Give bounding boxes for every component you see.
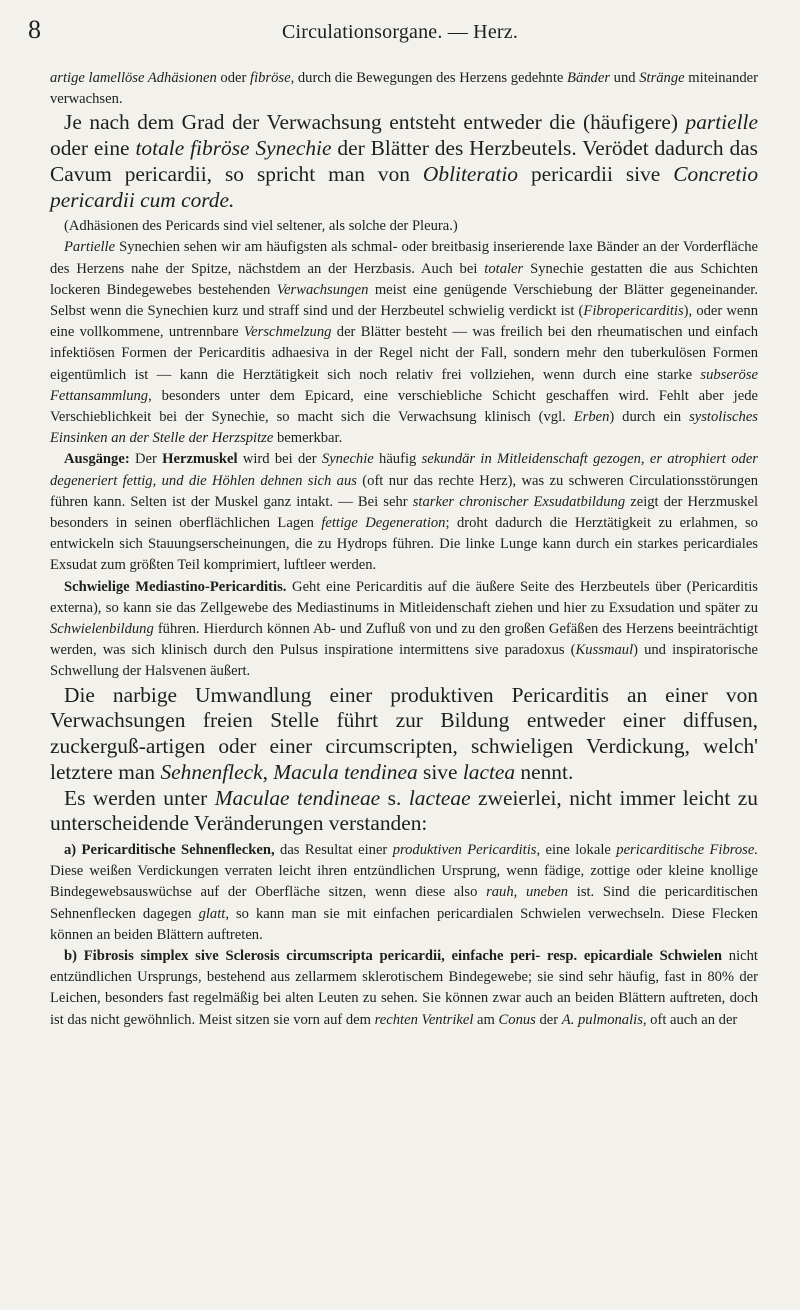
text-run: pericardii sive [518, 161, 674, 186]
text-run: ) durch ein [609, 409, 690, 426]
text-run: , durch die Bewegungen des Herzens gedehnte [290, 70, 568, 86]
text-run: , besonders unter dem Epicard, eine verschiebliche Schicht geschaffen wird. Fehlt aber jede Verschieblichkeit bei der Synechie, so macht sich die Verwachsung klinisch (vgl. [50, 387, 758, 426]
bold-heading: Ausgänge: [64, 451, 130, 468]
text-run: häufig [373, 451, 422, 468]
text-run: nicht entzündlichen Ursprungs, bestehend aus zellarmem sklerotischem Bindegewebe; sie sind sehr häufig, fast in 80% der Leichen, besonders fast regelmäßig bei alten Leuten zu sehen. Sie können zwar auch an beiden Blättern auftreten, doch ist das nicht gewöhnlich. Meist sitzen sie vorn auf dem [50, 947, 758, 1028]
text-run: bemerkbar. [273, 430, 343, 447]
text-run: (Adhäsionen des Pericards sind viel seltener, als solche der Pleura.) [64, 218, 458, 235]
paragraph [50, 110, 758, 213]
text-run: zweierlei, nicht immer leicht zu unterscheidende Veränderungen verstanden: [50, 785, 758, 836]
bold-heading: b) Fibrosis simplex sive Sclerosis circumscripta pericardii, einfache peri- resp. epicardiale Schwielen [64, 947, 723, 964]
text-run: der Blätter besteht — was freilich bei den rheumatischen und einfach infektiösen Formen der Pericarditis adhaesiva in der Regel nicht der Fall, sondern mehr den tuberkulösen Formen eigentümlich ist — kann die Herztätigkeit sich noch relativ frei vollziehen, wenn durch eine starke [50, 324, 758, 383]
paragraph [50, 237, 758, 449]
text-run: miteinander verwachsen. [50, 70, 759, 108]
italic-text: pericarditische Fibrose. [616, 841, 758, 858]
italic-text: Sehnenfleck [160, 759, 263, 784]
italic-text: Stränge [639, 70, 685, 86]
text-run: Synechie gestatten die aus Schichten lockeren Bindegewebes bestehenden [50, 260, 758, 298]
text-run: wird bei der [237, 451, 322, 468]
italic-text: lactea [462, 759, 516, 784]
italic-text: A. pulmonalis [561, 1011, 643, 1028]
page-number: 8 [28, 15, 41, 44]
italic-text: rauh, uneben [486, 884, 569, 901]
running-header: Circulationsorgane. — Herz. [281, 21, 519, 43]
bold-heading: Herzmuskel [162, 451, 238, 468]
italic-text: totaler [484, 260, 524, 277]
text-run: Der [129, 451, 163, 468]
italic-text: systolisches Einsinken an der Stelle der Herzspitze [50, 409, 758, 447]
italic-text: fettige Degeneration [321, 515, 446, 532]
paragraph [50, 840, 758, 946]
text-run: meist eine genügende Verschiebung der Blätter gegeneinander. Selbst wenn die Synechien kurz und straff sind und der Herzbeutel schwielig verdickt ist ( [50, 281, 758, 320]
italic-text: Bänder [567, 70, 611, 86]
text-run: Synechien sehen wir am häufigsten als schmal- oder breitbasig inserierende laxe Bänder an der Vorderfläche des Herzens nahe der Spitze, nächstdem an der Herzbasis. Auch bei [50, 239, 758, 277]
italic-text: Verschmelzung [243, 324, 332, 341]
italic-text: Kussmaul [575, 642, 634, 659]
text-run: ), oder wenn eine vollkommene, untrennbare [50, 303, 758, 341]
italic-text: produktiven Pericarditis [392, 841, 537, 858]
text-run: Je nach dem Grad der Verwachsung entsteht entweder die (häufigere) [64, 110, 686, 135]
italic-text: totale fibröse Synechie [135, 136, 332, 161]
text-run: ; droht dadurch die Herztätigkeit zu erlahmen, so entwickeln sich Stauungserscheinungen, die zu Hydrops führen. Die linke Lunge kann durch ein starkes pericardiales Exsudat zum größten Teil komprimiert, luftleer werden. [50, 515, 758, 574]
text-run: sive [417, 759, 463, 784]
text-run: am [473, 1011, 499, 1028]
paragraph [50, 683, 758, 786]
italic-text: Conus [498, 1011, 536, 1028]
text-run: ist. Sind die pericarditischen Sehnenflecken dagegen [50, 884, 758, 922]
italic-text: Maculae tendineae [214, 785, 381, 810]
italic-text: Verwachsungen [276, 281, 369, 298]
italic-text: rechten Ventrikel [374, 1011, 474, 1028]
text-run: ) und inspiratorische Schwellung der Halsvenen äußert. [50, 642, 758, 680]
text-run: zeigt der Herzmuskel besonders in seinen oberflächlichen Lagen [50, 493, 758, 532]
text-run: der [535, 1011, 562, 1028]
italic-text: Obliteratio [422, 161, 518, 186]
text-run: oder [216, 70, 251, 86]
italic-text: Erben [573, 409, 610, 426]
text-run: (oft nur das rechte Herz), was zu schweren Circulationsstörungen führen kann. Selten ist der Muskel ganz intakt. — Bei sehr [50, 472, 758, 510]
page-body [50, 68, 758, 1031]
text-run: der Blätter des Herzbeutels. Verödet dadurch das Cavum pericardii, so spricht man von [50, 136, 758, 186]
text-run: oder eine [50, 136, 136, 161]
italic-text: sekundär in Mitleidenschaft gezogen, er atrophiert oder degeneriert fettig, und die Höhlen dehnen sich aus [50, 451, 758, 489]
paragraph [50, 216, 758, 237]
paragraph [50, 946, 758, 1031]
italic-text: Macula tendinea [273, 759, 418, 784]
text-run: Es werden unter [64, 785, 215, 810]
paragraph [50, 786, 758, 837]
text-run: , oft auch an der [642, 1011, 738, 1028]
italic-text: Synechie [321, 451, 374, 468]
paragraph [50, 68, 758, 110]
italic-text: subseröse Fettansammlung [50, 366, 758, 404]
text-run: das Resultat einer [274, 841, 393, 858]
text-run: s. [380, 785, 409, 810]
paragraph [50, 577, 758, 683]
text-run: Geht eine Pericarditis auf die äußere Seite des Herzbeutels über (Pericarditis externa), so kann sie das Zellgewebe des Mediastinums in Mitleidenschaft ziehen und hier zu Exsudation und später zu [50, 578, 758, 616]
text-run: nennt. [515, 759, 574, 784]
text-run: führen. Hierdurch können Ab- und Zufluß von und zu den großen Gefäßen des Herzens beeinträchtigt werden, was sich klinisch durch den Pulsus inspiratione intermittens sive paradoxus ( [50, 621, 758, 659]
italic-text: Fibropericarditis [583, 303, 684, 320]
italic-text: fibröse [250, 70, 291, 86]
italic-text: lacteae [408, 785, 471, 810]
text-run: Diese weißen Verdickungen verraten leicht ihren entzündlichen Ursprung, wenn fädige, zottige oder kleine knollige Bindegewebsauswüchse auf der Oberfläche sitzen, wenn diese also [50, 863, 758, 901]
italic-text: artige lamellöse Adhäsionen [50, 70, 217, 86]
italic-text: glatt [198, 905, 226, 922]
text-run: , so kann man sie mit einfachen pericardialen Schwielen verwechseln. Diese Flecken können an beiden Blättern auftreten. [50, 905, 758, 943]
bold-heading: Schwielige Mediastino-Pericarditis. [64, 578, 287, 595]
text-run: , eine lokale [536, 841, 617, 858]
text-run: Die narbige Umwandlung einer produktiven Pericarditis an einer von Verwachsungen freien Stelle führt zur Bildung entweder einer diffusen, zuckerguß-artigen oder einer circumscripten, schwieligen Verdickung, welch' letztere man [50, 682, 758, 784]
bold-heading: a) Pericarditische Sehnenflecken, [64, 841, 275, 858]
text-run: und [610, 70, 640, 86]
italic-text: partielle [685, 110, 758, 135]
italic-text: starker chronischer Exsudatbildung [412, 493, 626, 510]
italic-text: Partielle [64, 239, 116, 256]
text-run: , [262, 759, 274, 784]
paragraph [50, 449, 758, 576]
italic-text: Concretio pericardii cum corde. [50, 161, 759, 212]
italic-text: Schwielenbildung [50, 621, 154, 638]
